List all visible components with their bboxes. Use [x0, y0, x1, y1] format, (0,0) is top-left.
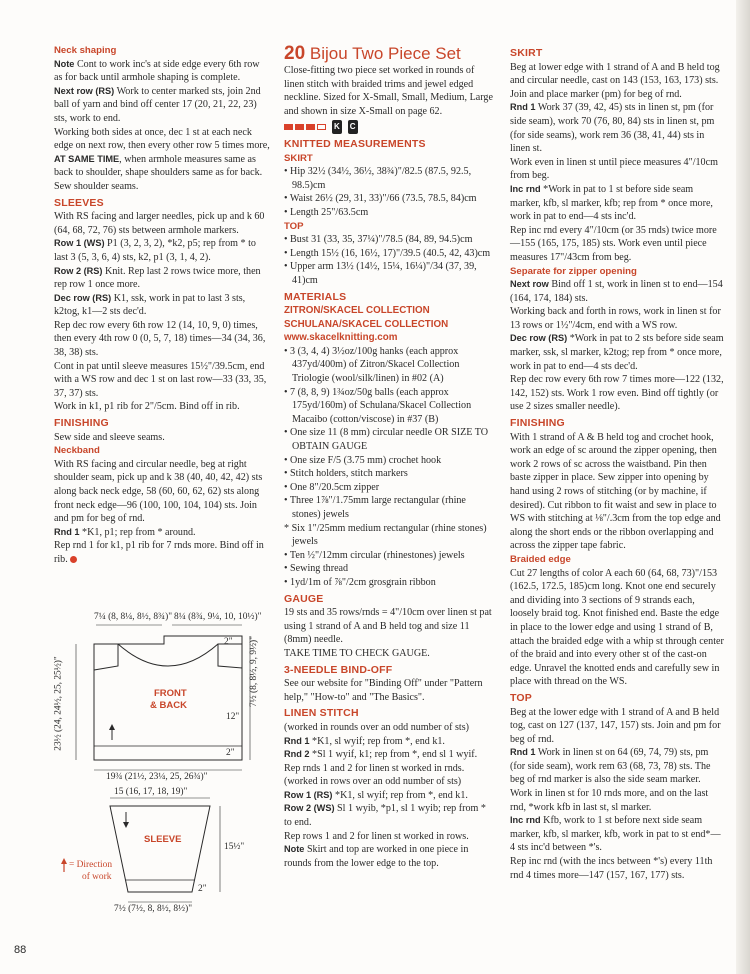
skill-icon: [317, 124, 326, 130]
paragraph: Beg at lower edge with 1 strand of A and B held tog and circular needle, cast on 143 (153, 163, 173) sts. Join and place marker (pm) for beg of rnd.: [510, 61, 720, 100]
paragraph: Rnd 2 *Sl 1 wyif, k1; rep from *, end sl 1 wyif.: [284, 749, 478, 761]
page-number: 88: [14, 944, 27, 956]
skill-icon: [284, 124, 293, 130]
dim-right-body: 12": [226, 712, 240, 722]
paragraph: Rep dec row every 6th row 7 times more—122 (132, 142, 152) sts. Work 1 row even. Bind off tightly (or use 2 sizes smaller needle).: [510, 374, 724, 413]
heading-top: TOP: [510, 691, 532, 704]
label-front: FRONT: [154, 688, 187, 699]
dim-sleeve-cuff: 2": [198, 884, 207, 894]
skill-level: [284, 120, 496, 134]
paragraph: Work in k1, p1 rib for 2"/5cm. Bind off in rib.: [54, 401, 240, 413]
skill-icon: [295, 124, 304, 130]
brand-url[interactable]: www.skacelknitting.com: [284, 332, 398, 344]
list-item: • Stitch holders, stitch markers: [284, 468, 408, 480]
list-item: • Length 15½ (16, 16½, 17)"/39.5 (40.5, 42, 43)cm: [284, 247, 491, 259]
paragraph: Inc rnd *Work in pat to 1 st before side seam marker, kfb, sl marker, kfb; rep from * once more, work in pat to end—4 sts inc'd.: [510, 183, 713, 223]
heading-linen-stitch: LINEN STITCH: [284, 707, 359, 720]
list-item: • Waist 26½ (29, 31, 33)"/66 (73.5, 78.5, 84)cm: [284, 193, 477, 205]
brand-1: ZITRON/SKACEL COLLECTION: [284, 305, 430, 317]
shoulder-left: [94, 644, 118, 670]
paragraph: Rep inc rnd every 4"/10cm (or 35 rnds) twice more—155 (165, 175, 185) sts. Work even until piece measures 17"/43cm from beg.: [510, 224, 717, 263]
heading-finishing: FINISHING: [54, 417, 109, 430]
heading-neckband: Neckband: [54, 445, 100, 457]
heading-zipper: Separate for zipper opening: [510, 265, 637, 277]
skill-icon: [306, 124, 315, 130]
paragraph: Next row Bind off 1 st, work in linen st to end—154 (164, 174, 184) sts.: [510, 279, 723, 304]
paragraph: Row 1 (WS) P1 (3, 2, 3, 2), *k2, p5; rep from * to last 3 (5, 3, 6, 4) sts, k2, p1 (3, 1, 4, 2).: [54, 238, 256, 263]
paragraph: Sew shoulder seams.: [54, 180, 139, 192]
legend-of-work: of work: [82, 872, 112, 882]
paragraph: With RS facing and circular needle, beg at right shoulder seam, pick up and k 38 (40, 40, 42, 42) sts along back neck edge, 58 (60, 60, 62, 62) sts along front neck edge—96 (100, 100, 104, 104) sts. Join and pm for beg of rnd.: [54, 458, 263, 525]
dim-right-armhole: 7½ (8, 8½, 9, 9½)": [249, 635, 260, 708]
label-back: & BACK: [150, 700, 187, 711]
crochet-icon: C: [348, 120, 358, 134]
paragraph: Note Skirt and top are worked in one piece in rounds from the lower edge to the top.: [284, 844, 469, 869]
paragraph: (worked in rows over an odd number of sts): [284, 776, 462, 788]
dim-sleeve-length: 15½": [224, 842, 245, 852]
dim-right-top: 2": [224, 637, 233, 647]
list-item: • One size F/5 (3.75 mm) crochet hook: [284, 454, 442, 466]
dim-left-vertical: 23½ (24, 24½, 25, 25½)": [53, 656, 64, 751]
dim-right-bottom: 2": [226, 748, 235, 758]
schematic-diagram: [54, 610, 270, 930]
paragraph: Note Cont to work inc's at side edge every 6th row as for back until armhole shaping is complete.: [54, 58, 260, 84]
list-item: • Ten ½"/12mm circular (rhinestones) jewels: [284, 549, 465, 561]
dim-top-right: 8¼ (8¾, 9¼, 10, 10½)": [174, 612, 262, 622]
list-item: • Length 25"/63.5cm: [284, 206, 369, 218]
paragraph: Working both sides at once, dec 1 st at each neck edge on next row, then every other row 5 times more, AT SAME TIME, when armhole measures same as back to shoulder, shape shoulders same as for back.: [54, 126, 270, 179]
paragraph: Rnd 1 *K1, sl wyif; rep from *, end k1.: [284, 735, 445, 747]
list-item: • 3 (3, 4, 4) 3½oz/100g hanks (each approx 437yd/400m) of Zitron/Skacel Collection Triologie (wool/silk/linen) in #02 (A): [284, 345, 460, 385]
paragraph: Cont in pat until sleeve measures 15½"/39.5cm, end with a WS row and dec 1 st on last row—33 (33, 35, 37, 37) sts.: [54, 360, 267, 399]
dim-sleeve-top: 15 (16, 17, 18, 19)": [114, 787, 188, 797]
list-item: * Six 1"/25mm medium rectangular (rhine stones) jewels: [284, 522, 487, 548]
paragraph: With RS facing and larger needles, pick up and k 60 (64, 68, 72, 76) sts between armhole markers.: [54, 211, 265, 236]
heading-gauge: GAUGE: [284, 592, 324, 605]
paragraph: Dec row (RS) *Work in pat to 2 sts before side seam marker, ssk, sl marker, k2tog; rep from * once more, work in pat to end—4 sts dec'd.: [510, 333, 724, 372]
sleeve-outline: [110, 806, 210, 892]
brand-2: SCHULANA/SKACEL COLLECTION: [284, 318, 449, 330]
paragraph: Work in linen st for 10 rnds more, and on the last rnd, *work kfb in last st, sl marker.: [510, 788, 709, 813]
legend-direction: = Direction: [69, 860, 113, 870]
heading-skirt: SKIRT: [284, 152, 313, 164]
paragraph: With 1 strand of A & B held tog and crochet hook, work an edge of sc around the zipper opening, then work 2 rows of sc across the waistband. Pin then baste zipper in place. Sew zipper into opening by hand using 2 rows of stitching (or by machine, if desired). Cut ribbon to fit waist and sew in place to WS with stitching at ⅛"/.3cm from the top edge and along the short ends or the ribbon overlapping and across the zipper tape fabric.: [510, 431, 721, 552]
direction-arrowhead: [109, 724, 115, 730]
paragraph: See our website for "Binding Off" under "Pattern help," "How-to" and "The Basics".: [284, 678, 483, 703]
column-right: [510, 44, 724, 882]
paragraph: Row 2 (RS) Knit. Rep last 2 rows twice more, then rep row 1 once more.: [54, 265, 261, 291]
paragraph: Rep inc rnd (with the incs between *'s) every 11th rnd 4 times more—147 (157, 167, 177) sts.: [510, 856, 713, 881]
heading-bind-off: 3-NEEDLE BIND-OFF: [284, 663, 393, 676]
list-item: • One 8"/20.5cm zipper: [284, 481, 380, 493]
paragraph: (worked in rounds over an odd number of sts): [284, 721, 470, 733]
column-left: [54, 44, 270, 567]
list-item: • Bust 31 (33, 35, 37¼)"/78.5 (84, 89, 94.5)cm: [284, 234, 473, 246]
list-item: • 1yd/1m of ⅞"/2cm grosgrain ribbon: [284, 576, 436, 588]
knit-icon: K: [332, 120, 342, 134]
paragraph: Rep rows 1 and 2 for linen st worked in rows.: [284, 830, 469, 842]
paragraph: Working back and forth in rows, work in linen st for 13 rows or 1½"/4cm, end with a WS row.: [510, 306, 721, 331]
heading-materials: MATERIALS: [284, 290, 347, 303]
dim-top-left: 7¼ (8, 8¼, 8½, 8¾)": [94, 612, 173, 622]
paragraph: Rnd 1 *K1, p1; rep from * around.: [54, 526, 196, 538]
list-item: • Hip 32½ (34½, 36½, 38¾)"/82.5 (87.5, 92.5, 98.5)cm: [284, 166, 472, 191]
list-item: • Upper arm 13½ (14½, 15¼, 16¼)"/34 (37, 39, 41)cm: [284, 261, 477, 286]
paragraph: Row 1 (RS) *K1, sl wyif; rep from *, end k1.: [284, 789, 468, 801]
label-sleeve: SLEEVE: [144, 834, 182, 845]
intro: Close-fitting two piece set worked in rounds of linen stitch with braided trims and jewel edged neckline. Sized for X-Small, Small, Medium, Large and shown in size X-Small on page 62.: [284, 65, 493, 117]
pattern-title: 20 Bijou Two Piece Set: [284, 43, 461, 64]
column-middle: [284, 44, 496, 870]
paragraph: Rnd 1 Work 37 (39, 42, 45) sts in linen st, pm (for side seam), work 70 (76, 80, 84) sts in linen st, pm (for side seams), work rem 36 (38, 41, 44) sts in linen st.: [510, 102, 715, 155]
list-item: • Three 1⅞"/1.75mm large rectangular (rhine stones) jewels: [284, 495, 466, 520]
paragraph: Inc rnd Kfb, work to 1 st before next side seam marker, kfb, sl marker, kfb, work in pat to st end*—4 sts inc'd between *'s.: [510, 815, 721, 854]
paragraph: Rep dec row every 6th row 12 (14, 10, 9, 0) times, then every 4th row 0 (0, 5, 7, 18) times—34 (34, 36, 38, 38) sts.: [54, 319, 266, 359]
paragraph: Rnd 1 Work in linen st on 64 (69, 74, 79) sts, pm (for side seam), work rem 63 (68, 73, 78) sts. The beg of rnd marker is also the side seam marker.: [510, 747, 711, 786]
heading-neck-shaping: Neck shaping: [54, 45, 117, 56]
dim-sleeve-bottom: 7½ (7½, 8, 8½, 8½)": [114, 904, 193, 914]
paragraph: Beg at the lower edge with 1 strand of A and B held tog, cast on 127 (137, 147, 157) sts. Join and pm for beg of rnd.: [510, 706, 721, 745]
heading-braided-edge: Braided edge: [510, 553, 571, 565]
end-bullet-icon: [70, 556, 77, 563]
heading-knitted-measurements: KNITTED MEASUREMENTS: [284, 137, 426, 150]
paragraph: Rep rnds 1 and 2 for linen st worked in rnds.: [284, 762, 465, 774]
paragraph: 19 sts and 35 rows/rnds = 4"/10cm over linen st pat using 1 strand of A and B held tog and size 11 (8mm) needle.: [284, 607, 492, 646]
heading-top: TOP: [284, 220, 304, 232]
paragraph: Dec row (RS) K1, ssk, work in pat to last 3 sts, k2tog, k1—2 sts dec'd.: [54, 292, 246, 318]
paragraph: Next row (RS) Work to center marked sts, join 2nd ball of yarn and bind off center 17 (20, 21, 22, 23) sts, work to end.: [54, 85, 261, 124]
paragraph: Row 2 (WS) Sl 1 wyib, *p1, sl 1 wyib; rep from * to end.: [284, 803, 486, 829]
paragraph: Work even in linen st until piece measures 4"/10cm from beg.: [510, 156, 718, 182]
paragraph: Cut 27 lengths of color A each 60 (64, 68, 73)"/153 (162.5, 172.5, 185)cm long. Knot one end securely and dividing into 3 sections of 9 strands each, loosely braid tog. Knot finished end. Baste the edge in place to the lower edge and using 1 strand of B, attach the braided edge with a whip st through center of the braid and into every other st of the cast-on edge. Unravel the knotted ends and carefully sew in place with thread on the WS.: [510, 567, 724, 688]
paragraph: Rep rnd 1 for k1, p1 rib for 7 rnds more. Bind off in rib.: [54, 540, 264, 565]
legend-arrowhead: [61, 858, 67, 864]
heading-skirt: SKIRT: [510, 47, 543, 59]
neckline: [118, 644, 218, 666]
heading-finishing: FINISHING: [510, 417, 565, 430]
heading-sleeves: SLEEVES: [54, 196, 104, 209]
paragraph: TAKE TIME TO CHECK GAUGE.: [284, 647, 430, 659]
dim-body-width: 19¾ (21½, 23¼, 25, 26¾)": [106, 772, 208, 782]
page-edge-shadow: [736, 0, 750, 974]
list-item: • 7 (8, 8, 9) 1¾oz/50g balls (each approx 175yd/160m) of Schulana/Skacel Collection Macaibo (cotton/viscose) in #37 (B): [284, 386, 472, 425]
sleeve-arrowhead: [123, 822, 129, 828]
paragraph: Sew side and sleeve seams.: [54, 431, 165, 443]
list-item: • Sewing thread: [284, 563, 349, 575]
list-item: • One size 11 (8 mm) circular needle OR SIZE TO OBTAIN GAUGE: [284, 427, 489, 453]
